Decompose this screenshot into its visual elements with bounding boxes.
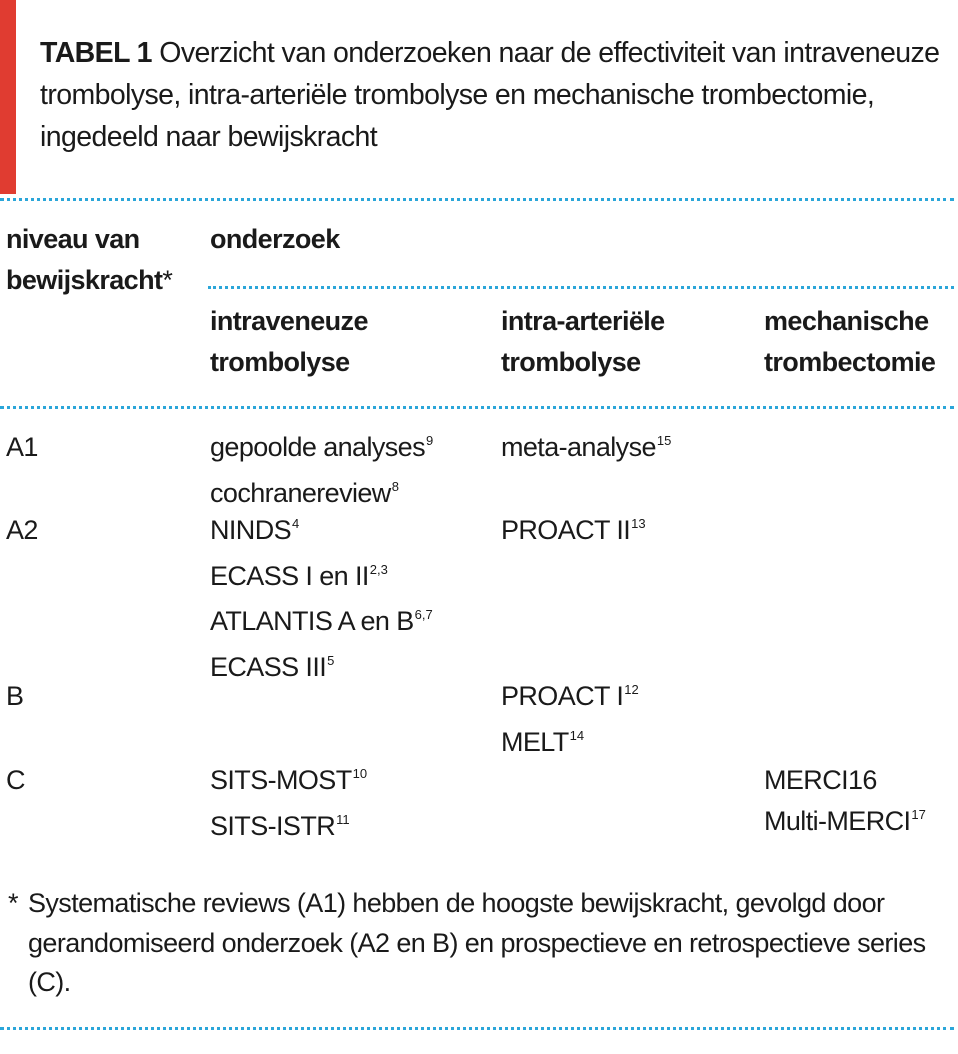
divider-top xyxy=(0,198,954,201)
header-level-line2: bewijskracht* xyxy=(6,264,173,295)
divider-header xyxy=(0,406,954,409)
reference-number: 14 xyxy=(569,727,585,743)
table-cell: SITS-MOST$^{10}$ SITS-ISTR$^{11}$ xyxy=(210,765,368,841)
reference-number: 9 xyxy=(425,433,434,448)
header-level xyxy=(6,219,172,300)
reference-number: 15 xyxy=(656,433,672,448)
reference-number: 13 xyxy=(631,516,646,531)
table-cell: NINDS$^4$ ECASS I en II$^{2,3}$ ATLANTIS A en B$^{6,7}$ ECASS III$^5$ xyxy=(210,515,433,682)
table-cell: PROACT $I^{12}$ MELT$^{14}$ xyxy=(501,681,639,757)
reference-number: 4 xyxy=(292,516,300,531)
accent-bar xyxy=(0,0,16,194)
footnote-marker: * xyxy=(8,888,18,918)
divider-bottom xyxy=(0,1027,954,1030)
header-level-line1: niveau van xyxy=(6,224,140,254)
row-level-a2: A2 xyxy=(6,515,38,545)
table-cell: MERCI16 Multi-MERCI$^{17}$ xyxy=(764,765,926,836)
footnote-text: Systematische reviews (A1) hebben de hoogste bewijskracht, gevolgd door gerandomiseerd onderzoek (A2 en B) en prospectieve en retrospectieve series (C). xyxy=(28,888,926,997)
reference-number: 11 xyxy=(336,811,350,827)
footnote-marker: * xyxy=(162,264,173,295)
table-cell: gepoolde analyses$^9$ cochranereview$^8$ xyxy=(210,432,434,508)
header-col-mechanical: mechanische trombectomie xyxy=(764,306,936,377)
reference-number: 17 xyxy=(911,806,926,822)
reference-number: 10 xyxy=(352,766,368,781)
reference-number: 2,3 xyxy=(369,561,388,577)
header-col-intra-arterial: intra-arteriële trombolyse xyxy=(501,306,665,377)
row-level-c: C xyxy=(6,765,25,795)
header-col-intravenous: intraveneuze trombolyse xyxy=(210,306,368,377)
divider-study xyxy=(208,286,954,289)
reference-number: 12 xyxy=(624,682,639,697)
table-label: TABEL 1 xyxy=(40,37,152,69)
reference-number: 5 xyxy=(327,652,335,668)
row-level-a1: A1 xyxy=(6,432,38,462)
table-caption: Overzicht van onderzoeken naar de effectiviteit van intraveneuze trombolyse, intra-arteriële trombolyse en mechanische trombectomie, ingedeeld naar bewijskracht xyxy=(40,37,940,153)
table-cell: PROACT II$^{13}$ xyxy=(501,515,646,545)
reference-number: 8 xyxy=(391,478,399,494)
reference-number: 6,7 xyxy=(414,607,433,622)
footnote xyxy=(8,884,953,1003)
header-study: onderzoek xyxy=(210,224,340,254)
table-cell: meta-analyse$^{15}$ xyxy=(501,432,672,462)
table-title xyxy=(40,32,955,158)
row-level-b: B xyxy=(6,681,24,711)
